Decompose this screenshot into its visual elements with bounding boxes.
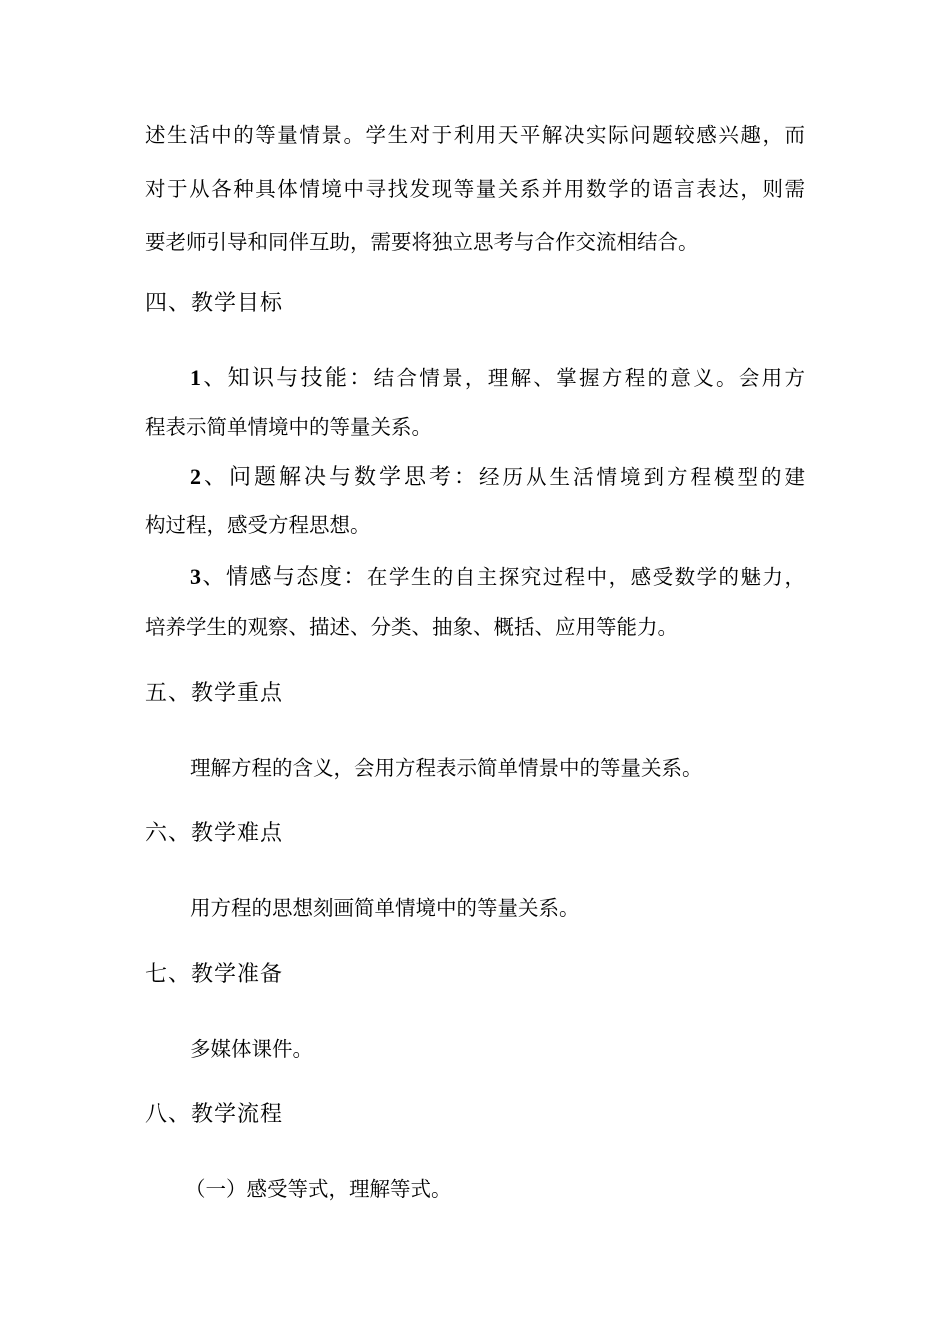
goal-2-line-2: 构过程，感受方程思想。 (145, 513, 371, 537)
goal-3-line-1 (190, 563, 805, 592)
section-7-body: 多媒体课件。 (190, 1037, 313, 1061)
goal-3-line-2: 培养学生的观察、描述、分类、抽象、概括、应用等能力。 (145, 615, 678, 639)
section-5-body: 理解方程的含义，会用方程表示简单情景中的等量关系。 (190, 756, 703, 780)
intro-line-1: 述生活中的等量情景。学生对于利用天平解决实际问题较感兴趣，而 (145, 123, 805, 147)
goal-2-number: 2 (190, 464, 201, 489)
section-6-heading: 六、教学难点 (145, 821, 284, 846)
goal-2-text: 经历从生活情境到方程模型的建 (479, 465, 805, 489)
goal-3-text: 在学生的自主探究过程中，感受数学的魅力， (366, 565, 805, 589)
section-8-sub-1: （一）感受等式，理解等式。 (185, 1177, 452, 1201)
section-7-heading: 七、教学准备 (145, 962, 284, 987)
goal-1-text: 结合情景，理解、掌握方程的意义。会用方 (373, 366, 805, 390)
intro-line-3: 要老师引导和同伴互助，需要将独立思考与合作交流相结合。 (145, 230, 699, 254)
goal-2-line-1 (190, 463, 805, 492)
intro-line-2: 对于从各种具体情境中寻找发现等量关系并用数学的语言表达，则需 (145, 177, 805, 201)
goal-2-label: 、问题解决与数学思考： (201, 465, 479, 490)
section-4-heading: 四、教学目标 (145, 291, 284, 316)
goal-3-label: 、情感与态度： (201, 565, 367, 590)
goal-1-line-1 (190, 364, 805, 393)
section-8-heading: 八、教学流程 (145, 1102, 284, 1127)
goal-1-number: 1 (190, 365, 201, 390)
goal-1-line-2: 程表示简单情境中的等量关系。 (145, 415, 432, 439)
goal-1-label: 、知识与技能： (201, 366, 374, 391)
goal-3-number: 3 (190, 564, 201, 589)
section-5-heading: 五、教学重点 (145, 681, 284, 706)
section-6-body: 用方程的思想刻画简单情境中的等量关系。 (190, 896, 580, 920)
